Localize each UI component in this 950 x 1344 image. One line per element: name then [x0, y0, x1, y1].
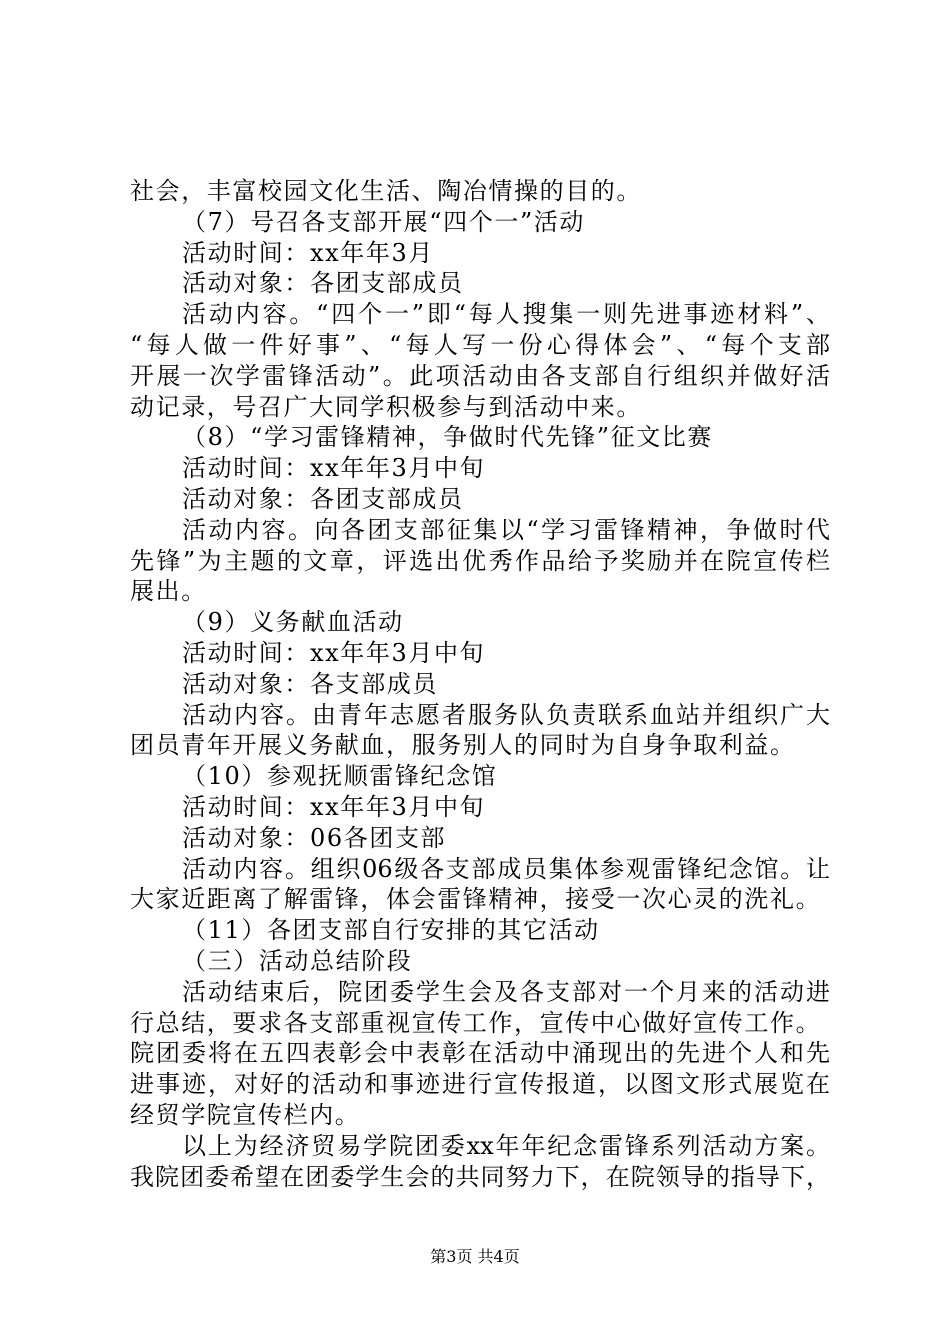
text-line: 以上为经济贸易学院团委xx年年纪念雷锋系列活动方案。: [182, 1131, 830, 1160]
text-line: “每人做一件好事”、“每人写一份心得体会”、“每个支部: [130, 330, 830, 359]
text-line: 活动内容。向各团支部征集以“学习雷锋精神，争做时代: [182, 515, 830, 544]
text-line: 动记录，号召广大同学积极参与到活动中来。: [130, 392, 642, 421]
text-line: 活动对象：各团支部成员: [182, 269, 464, 298]
text-line: 活动对象：各团支部成员: [182, 484, 464, 513]
text-line: 院团委将在五四表彰会中表彰在活动中涌现出的先进个人和先: [130, 1039, 830, 1068]
text-line: 大家近距离了解雷锋，体会雷锋精神，接受一次心灵的洗礼。: [130, 885, 822, 914]
text-line: （11）各团支部自行安排的其它活动: [182, 916, 600, 945]
text-line: 先锋”为主题的文章，评选出优秀作品给予奖励并在院宣传栏: [130, 546, 830, 575]
text-line: （8）“学习雷锋精神，争做时代先锋”征文比赛: [182, 423, 714, 452]
text-line: 活动内容。组织06级各支部成员集体参观雷锋纪念馆。让: [182, 854, 830, 883]
text-line: 展出。: [130, 577, 207, 606]
text-line: 活动内容。“四个一”即“每人搜集一则先进事迹材料”、: [182, 300, 830, 329]
text-line: （10）参观抚顺雷锋纪念馆: [182, 762, 498, 791]
text-line: 我院团委希望在团委学生会的共同努力下，在院领导的指导下，: [130, 1162, 830, 1191]
text-line: 活动结束后，院团委学生会及各支部对一个月来的活动进: [182, 977, 830, 1006]
text-line: 活动内容。由青年志愿者服务队负责联系血站并组织广大: [182, 700, 830, 729]
text-line: （9）义务献血活动: [182, 608, 404, 637]
text-line: （三）活动总结阶段: [182, 946, 413, 975]
text-line: 经贸学院宣传栏内。: [130, 1100, 361, 1129]
text-line: 活动对象：06各团支部: [182, 823, 447, 852]
text-line: 团员青年开展义务献血，服务别人的同时为自身争取利益。: [130, 731, 796, 760]
text-line: 活动时间：xx年年3月: [182, 238, 434, 267]
text-line: 活动对象：各支部成员: [182, 669, 438, 698]
text-line: 活动时间：xx年年3月中旬: [182, 638, 486, 667]
text-line: 开展一次学雷锋活动”。此项活动由各支部自行组织并做好活: [130, 361, 830, 390]
text-line: 活动时间：xx年年3月中旬: [182, 454, 486, 483]
page-footer: 第3页 共4页: [430, 1247, 520, 1266]
text-line: 进事迹，对好的活动和事迹进行宣传报道，以图文形式展览在: [130, 1070, 830, 1099]
document-body: [130, 176, 830, 1192]
text-line: 社会，丰富校园文化生活、陶冶情操的目的。: [130, 177, 642, 205]
text-line: 行总结，要求各支部重视宣传工作，宣传中心做好宣传工作。: [130, 1008, 822, 1037]
text-line: （7）号召各支部开展“四个一”活动: [182, 207, 586, 236]
text-line: 活动时间：xx年年3月中旬: [182, 792, 486, 821]
